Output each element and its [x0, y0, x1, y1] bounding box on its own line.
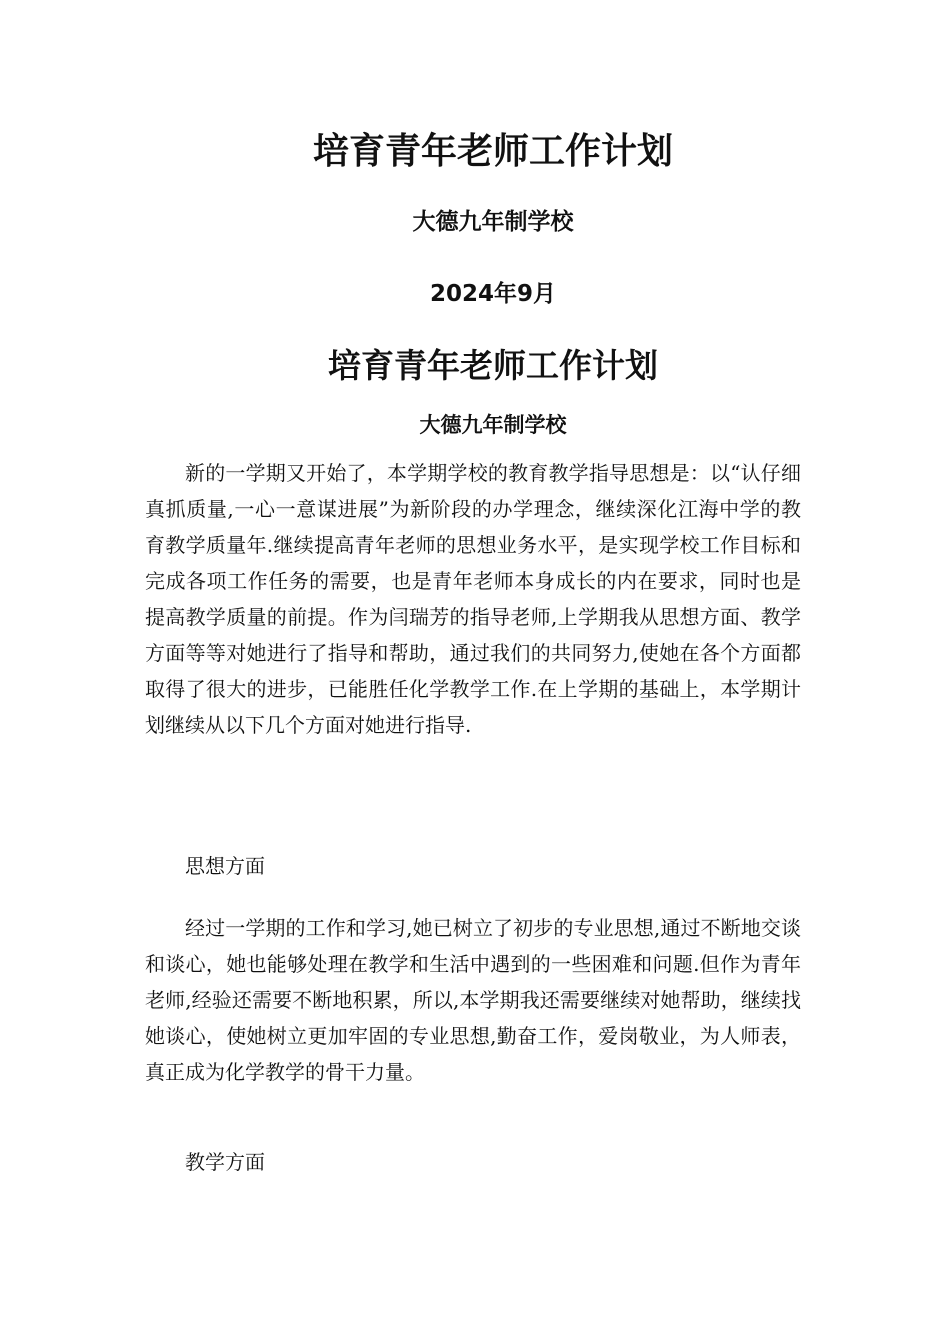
cover-date: 2024年9月: [429, 281, 557, 307]
document-school-name: 大德九年制学校: [419, 413, 567, 437]
document-title: 培育青年老师工作计划: [328, 346, 658, 385]
section-body-ideology: 经过一学期的工作和学习,她已树立了初步的专业思想,通过不断地交谈和谈心，她也能够处理在教学和生活中遇到的一些困难和问题.但作为青年老师,经验还需要不断地积累，所以,本学期我还需要继续对她帮助，继续找她谈心，使她树立更加牢固的专业思想,勤奋工作，爱岗敬业，为人师表，真正成为化学教学的骨干力量。: [145, 916, 801, 1084]
intro-paragraph: 新的一学期又开始了，本学期学校的教育教学指导思想是：以“认仔细真抓质量,一心一意谋进展”为新阶段的办学理念，继续深化江海中学的教育教学质量年.继续提高青年老师的思想业务水平，是实现学校工作目标和完成各项工作任务的需要，也是青年老师本身成长的内在要求，同时也是提高教学质量的前提。作为闫瑞芳的指导老师,上学期我从思想方面、教学方面等等对她进行了指导和帮助，通过我们的共同努力,使她在各个方面都取得了很大的进步，已能胜任化学教学工作.在上学期的基础上，本学期计划继续从以下几个方面对她进行指导.: [145, 461, 801, 737]
cover-school-name: 大德九年制学校: [412, 209, 574, 235]
cover-title: 培育青年老师工作计划: [312, 131, 673, 172]
section-heading-ideology: 思想方面: [185, 854, 265, 878]
section-heading-teaching: 教学方面: [185, 1150, 265, 1174]
